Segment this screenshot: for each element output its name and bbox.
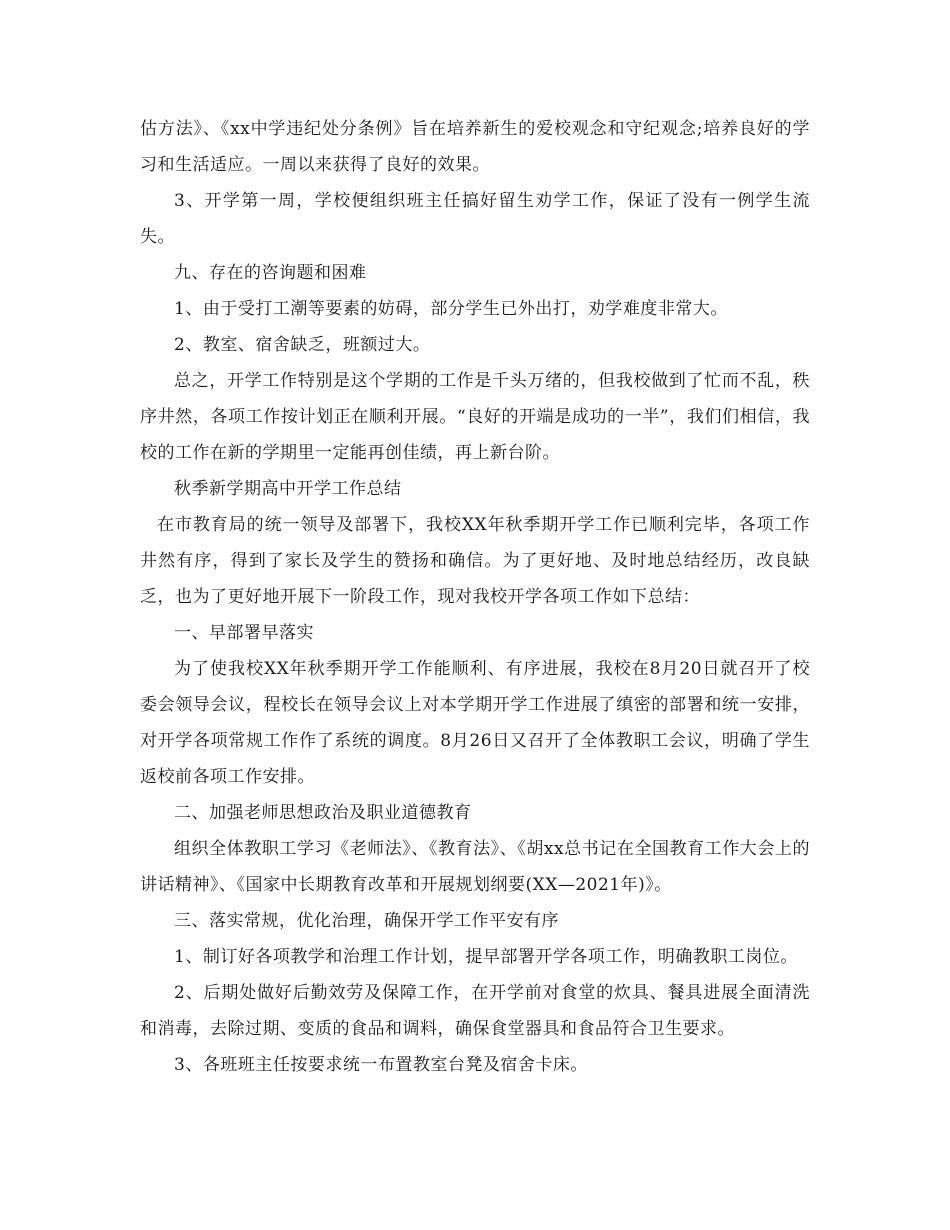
- paragraph-conclusion: 总之，开学工作特别是这个学期的工作是千头万绪的，但我校做到了忙而不乱，秩序井然，各项工作按计划正在顺利开展。“良好的开端是成功的一半”，我们们相信，我校的工作在新的学期里一定能再创佳绩，再上新台阶。: [140, 371, 810, 463]
- document-body: [140, 111, 810, 1083]
- paragraph-problem-1: 1、由于受打工潮等要素的妨碍，部分学生已外出打，劝学难度非常大。: [174, 299, 728, 319]
- paragraph-item-3: 3、开学第一周，学校便组织班主任搞好留生劝学工作，保证了没有一例学生流失。: [140, 191, 810, 247]
- paragraph-intro: 在市教育局的统一领导及部署下，我校XX年秋季期开学工作已顺利完毕，各项工作井然有序，得到了家长及学生的赞扬和确信。为了更好地、及时地总结经历，改良缺乏，也为了更好地开展下一阶段工作，现对我校开学各项工作如下总结：: [140, 515, 810, 607]
- paragraph-early-deploy: 为了使我校XX年秋季期开学工作能顺利、有序进展，我校在8月20日就召开了校委会领导会议，程校长在领导会议上对本学期开学工作进展了缜密的部署和统一安排，对开学各项常规工作作了系统的调度。8月26日又召开了全体教职工会议，明确了学生返校前各项工作安排。: [140, 659, 810, 787]
- paragraph-plan-2: 2、后期处做好后勤效劳及保障工作，在开学前对食堂的炊具、餐具进展全面清洗和消毒，去除过期、变质的食品和调料，确保食堂器具和食品符合卫生要求。: [140, 983, 810, 1039]
- section-heading-three: 三、落实常规，优化治理，确保开学工作平安有序: [174, 911, 559, 931]
- paragraph-plan-3: 3、各班班主任按要求统一布置教室台凳及宿舍卡床。: [174, 1055, 588, 1075]
- document-title: 秋季新学期高中开学工作总结: [174, 479, 402, 499]
- paragraph-continuation: 估方法》、《xx中学违纪处分条例》旨在培养新生的爱校观念和守纪观念;培养良好的学习和生活适应。一周以来获得了良好的效果。: [140, 119, 810, 175]
- section-heading-nine: 九、存在的咨询题和困难: [174, 263, 367, 283]
- paragraph-problem-2: 2、教室、宿舍缺乏，班额过大。: [174, 335, 431, 355]
- section-heading-one: 一、早部署早落实: [174, 623, 314, 643]
- section-heading-two: 二、加强老师思想政治及职业道德教育: [174, 803, 472, 823]
- paragraph-plan-1: 1、制订好各项教学和治理工作计划，提早部署开学各项工作，明确教职工岗位。: [174, 947, 798, 967]
- paragraph-study: 组织全体教职工学习《老师法》、《教育法》、《胡xx总书记在全国教育工作大会上的讲话精神》、《国家中长期教育改革和开展规划纲要(XX—2021年)》。: [140, 839, 810, 895]
